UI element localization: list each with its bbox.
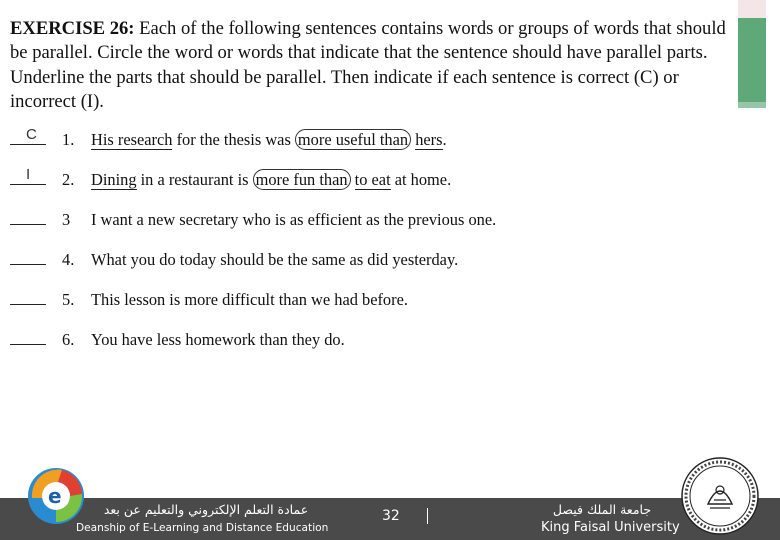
page-number-divider — [427, 508, 428, 524]
answer-mark: C — [26, 126, 37, 143]
underlined-part: hers — [415, 130, 443, 149]
footer-deanship-english: Deanship of E-Learning and Distance Education — [76, 522, 329, 534]
sentence-row-4 — [0, 246, 740, 272]
exercise-instructions — [10, 17, 726, 114]
sentence-text — [91, 170, 451, 190]
sentence-row-5 — [0, 286, 740, 312]
svg-text:e: e — [48, 484, 62, 508]
answer-blank[interactable] — [10, 304, 46, 305]
university-seal-icon — [680, 456, 760, 536]
sentence-number: 4. — [62, 250, 75, 269]
answer-mark: I — [26, 166, 31, 183]
exercise-instructions-text: Each of the following sentences contains words or groups of words that should be parallel. Circle the word or words that indicate that the sentence should have parallel parts. Underline the parts that should be parallel. Then indicate if each sentence is correct (C) or incorrect (I). — [10, 18, 726, 112]
sentence-row-1 — [0, 126, 740, 152]
e-learning-logo-icon — [22, 458, 92, 528]
circled-part: more fun than — [253, 169, 351, 190]
sentence-text: You have less homework than they do. — [91, 330, 345, 349]
decorative-side-stripe-top — [738, 0, 766, 18]
underlined-part: Dining — [91, 170, 137, 189]
sentence-text — [91, 130, 447, 150]
sentence-row-2 — [0, 166, 740, 192]
underlined-part: His research — [91, 130, 173, 149]
footer-university-english: King Faisal University — [541, 520, 680, 535]
circled-part: more useful than — [295, 129, 411, 150]
sentence-fragment: for the thesis was — [172, 130, 295, 149]
sentence-number: 3 — [62, 210, 71, 229]
underlined-part: to eat — [354, 170, 391, 189]
answer-blank[interactable] — [10, 264, 46, 265]
sentence-number: 5. — [62, 290, 75, 309]
sentence-row-3 — [0, 206, 740, 232]
answer-blank[interactable] — [10, 344, 46, 345]
sentence-number: 1. — [62, 130, 75, 149]
answer-blank[interactable] — [10, 184, 46, 185]
sentence-fragment: in a restaurant is — [136, 170, 253, 189]
sentence-number: 6. — [62, 330, 75, 349]
sentence-text: What you do today should be the same as did yesterday. — [91, 250, 459, 269]
answer-blank[interactable] — [10, 224, 46, 225]
sentence-row-6 — [0, 326, 740, 352]
sentence-fragment: at home. — [390, 170, 452, 189]
footer-university-arabic: جامعة الملك فيصل — [552, 502, 652, 517]
page-number: 32 — [382, 508, 400, 524]
answer-blank[interactable] — [10, 144, 46, 145]
footer-deanship-arabic: عمادة التعلم الإلكتروني والتعليم عن بعد — [103, 502, 309, 517]
sentence-number: 2. — [62, 170, 75, 189]
sentence-text: This lesson is more difficult than we had before. — [91, 290, 408, 309]
sentence-fragment: . — [442, 130, 447, 149]
exercise-label: EXERCISE 26: — [10, 18, 135, 39]
sentence-text: I want a new secretary who is as efficient as the previous one. — [91, 210, 497, 229]
